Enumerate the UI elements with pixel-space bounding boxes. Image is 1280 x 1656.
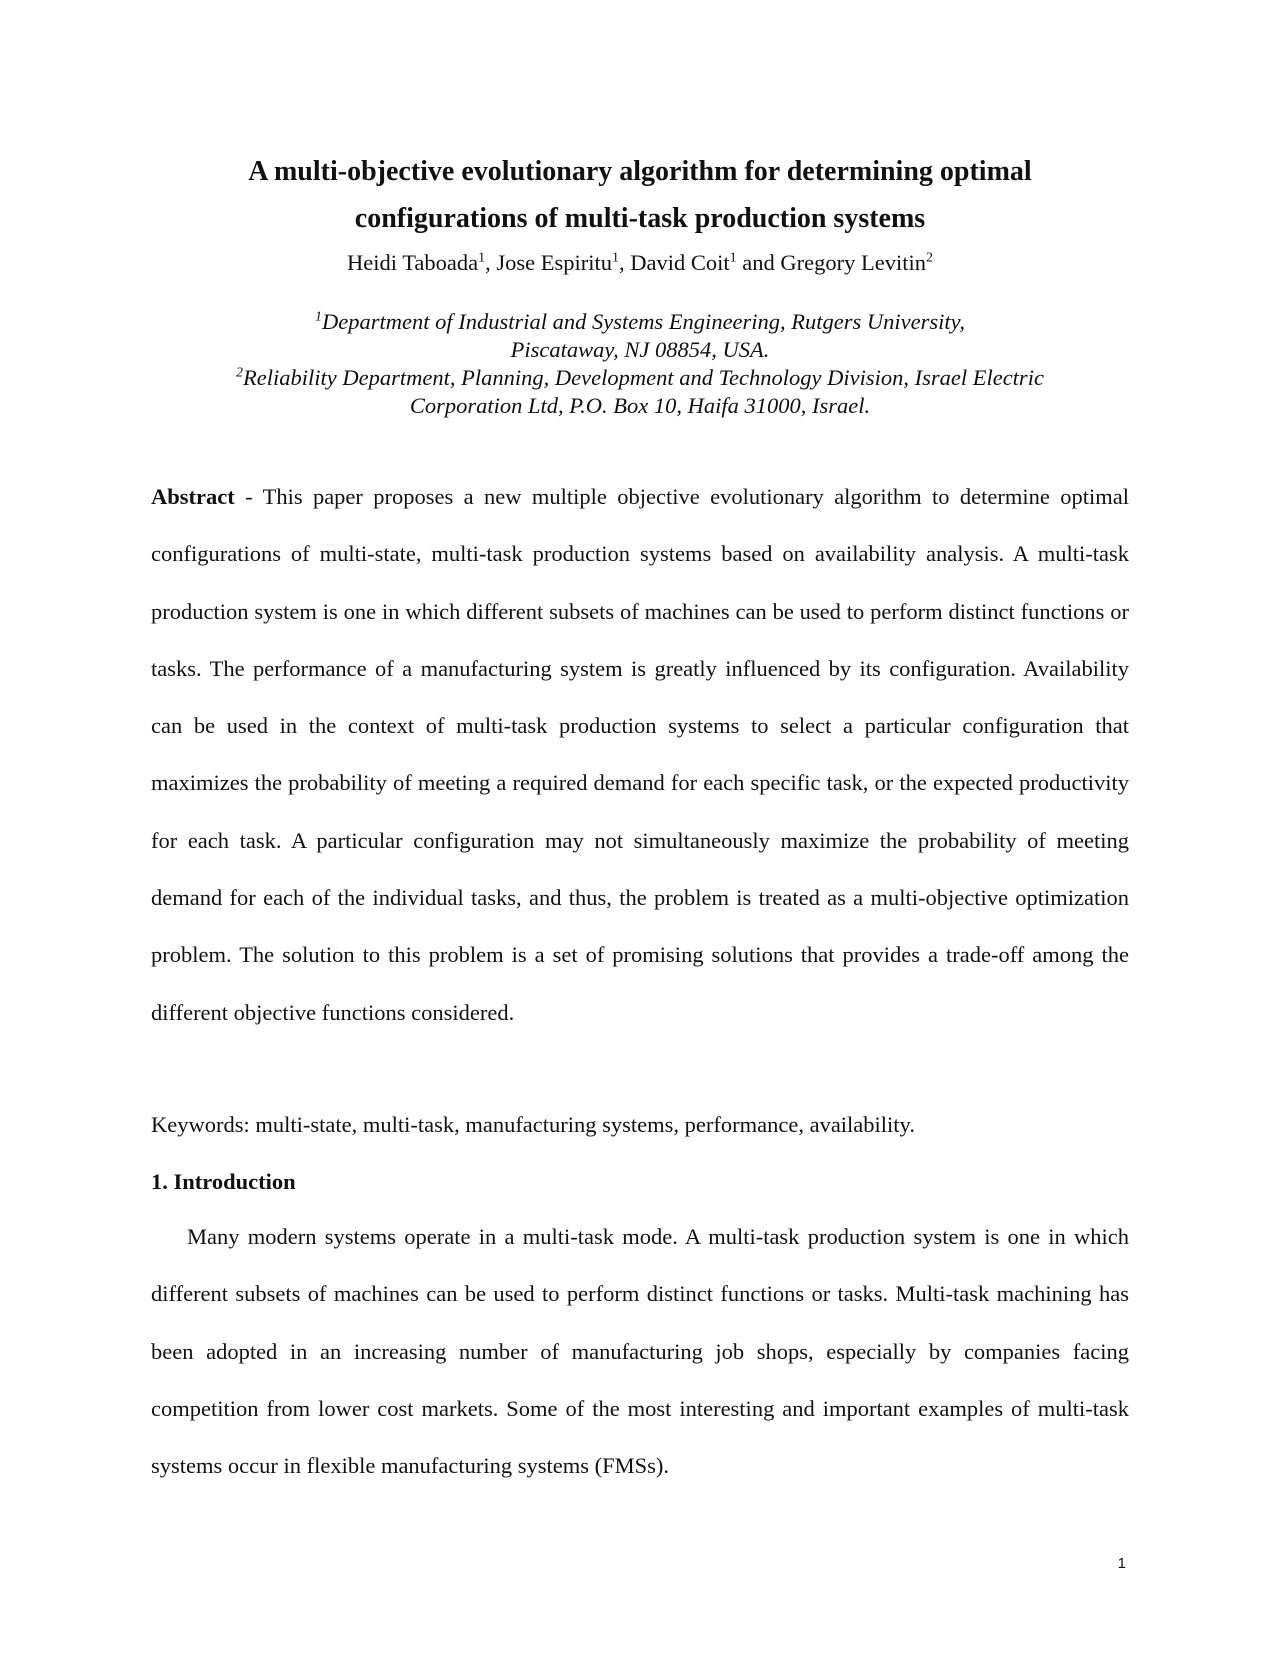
paper-title-line-1: A multi-objective evolutionary algorithm for determining optimal	[248, 156, 1032, 187]
abstract	[151, 468, 1129, 1041]
affiliation-mark: 2	[236, 365, 244, 381]
author-name: Jose Espiritu	[496, 250, 612, 275]
affiliation-text: Department of Industrial and Systems Engineering, Rutgers University,	[321, 309, 966, 334]
author-affiliation-mark: 1	[478, 250, 486, 266]
author-name: Heidi Taboada	[347, 250, 479, 275]
affiliation-2-line-1	[0, 364, 1280, 392]
keywords: Keywords: multi-state, multi-task, manufacturing systems, performance, availability.	[151, 1112, 915, 1137]
paper-title-line-2: configurations of multi-task production systems	[354, 203, 926, 234]
author-affiliation-mark: 1	[729, 250, 737, 266]
author-affiliation-mark: 1	[612, 250, 619, 266]
author-name: David Coit	[630, 250, 730, 275]
abstract-text: - This paper proposes a new multiple objective evolutionary algorithm to determine optimal configurations of multi-state, multi-task production systems based on availability analysis. A multi-task production system is one in which different subsets of machines can be used to perform distinct functions or tasks. The performance of a manufacturing system is greatly influenced by its configuration. Availability can be used in the context of multi-task production systems to select a particular configuration that maximizes the probability of meeting a required demand for each specific task, or the expected productivity for each task. A particular configuration may not simultaneously maximize the probability of meeting demand for each of the individual tasks, and thus, the problem is treated as a multi-objective optimization problem. The solution to this problem is a set of promising solutions that provides a trade-off among the different objective functions considered.	[151, 484, 1129, 1025]
author-separator: and	[736, 250, 781, 275]
affiliation-1-line-2: Piscataway, NJ 08854, USA.	[510, 337, 770, 362]
section-heading-introduction: 1. Introduction	[151, 1169, 296, 1194]
affiliation-text: Reliability Department, Planning, Development and Technology Division, Israel Electric	[243, 365, 1044, 390]
author-list	[0, 248, 1280, 278]
affiliation-mark: 1	[314, 309, 322, 325]
introduction-paragraph: Many modern systems operate in a multi-task mode. A multi-task production system is one in which different subsets of machines can be used to perform distinct functions or tasks. Multi-task machining has been adopted in an increasing number of manufacturing job shops, especially by companies facing competition from lower cost markets. Some of the most interesting and important examples of multi-task systems occur in flexible manufacturing systems (FMSs).	[151, 1224, 1129, 1479]
author-separator: ,	[619, 250, 631, 275]
abstract-label: Abstract	[151, 484, 235, 509]
page-number: 1	[1117, 1555, 1126, 1572]
affiliation-2-line-2: Corporation Ltd, P.O. Box 10, Haifa 31000, Israel.	[409, 393, 871, 418]
affiliation-1-line-1	[0, 308, 1280, 336]
author-affiliation-mark: 2	[925, 250, 933, 266]
author-name: Gregory Levitin	[780, 250, 926, 275]
author-separator: ,	[485, 250, 497, 275]
